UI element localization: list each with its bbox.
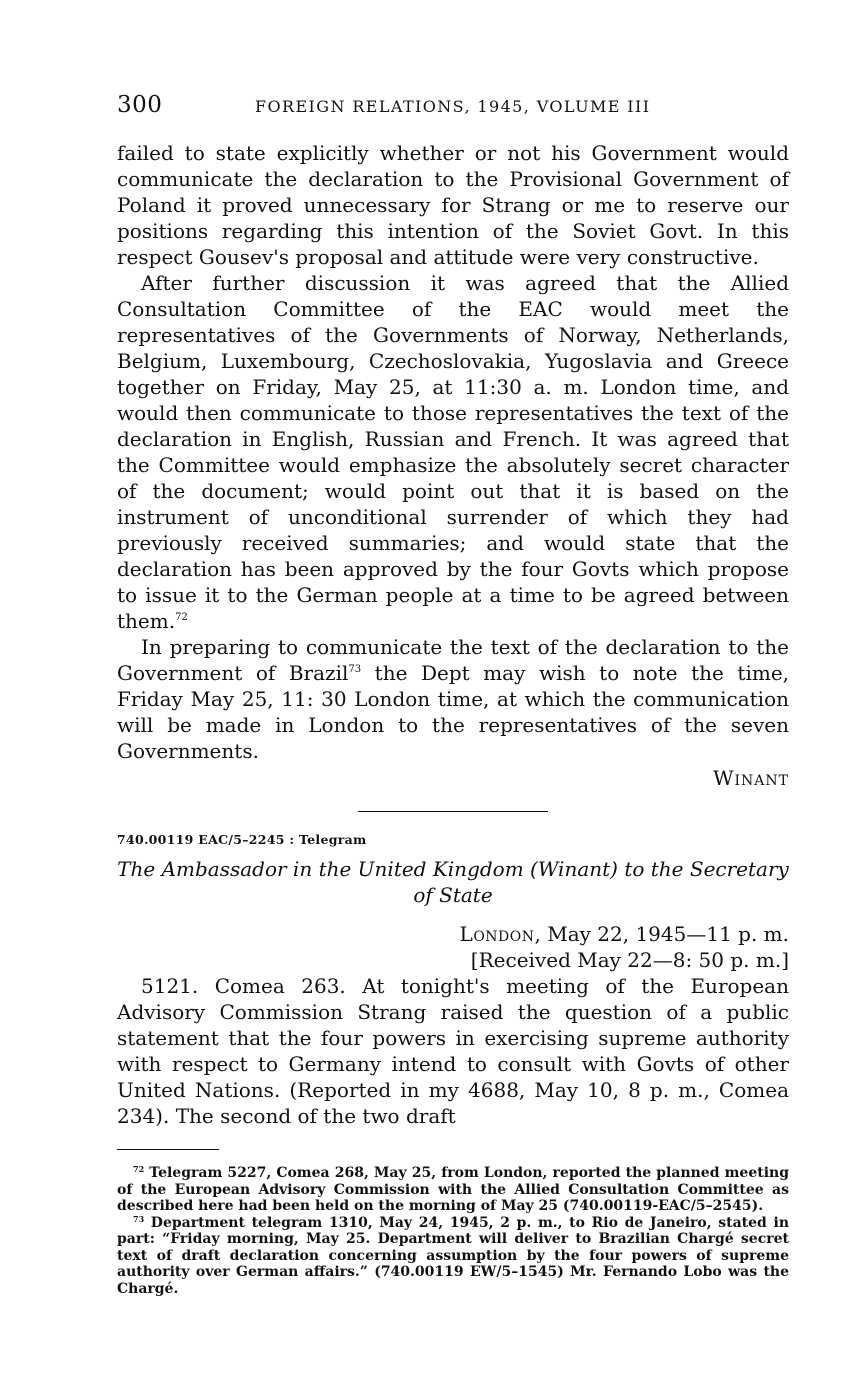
body-paragraph-2 — [117, 270, 789, 634]
footnote-ref-72: 72 — [175, 612, 188, 623]
body-paragraph-3-text-a: In preparing to communicate the text of the declaration to the Government of Brazil — [117, 635, 789, 685]
body-paragraph-1: failed to state explicitly whether or not his Government would communicate the declaration to the Provisional Government of Poland it proved unnecessary for Strang or me to reserve our positions regarding this intention of the Soviet Govt. In this respect Gousev's proposal and attitude were very constructive. — [117, 141, 789, 269]
footnote-72 — [117, 1165, 789, 1215]
body-paragraph-3 — [117, 634, 789, 764]
running-head — [117, 92, 789, 120]
footnote-73-text: Department telegram 1310, May 24, 1945, 2 p. m., to Rio de Janeiro, stated in part: “Friday morning, May 25. Department will deliver to Brazilian Chargé secret text of draft declaration concerning assumption by the four powers of supreme authority over German affairs.” (740.00119 EW/5–1545) Mr. Fernando Lobo was the Chargé. — [117, 1214, 789, 1297]
dateline-date: , May 22, 1945—11 p. m. — [534, 922, 789, 946]
footnote-ref-73: 73 — [348, 664, 362, 675]
dateline — [117, 921, 789, 947]
page-number: 300 — [117, 92, 163, 118]
body-paragraph-3-text-b: the Dept may wish to note the time, Friday May 25, 11: 30 London time, at which the communication will be made in London to the representatives of the seven Governments. — [117, 661, 790, 763]
running-title: FOREIGN RELATIONS, 1945, VOLUME III — [255, 97, 651, 116]
received-line: [Received May 22—8: 50 p. m.] — [470, 948, 789, 972]
section-divider — [358, 811, 548, 812]
footnotes — [117, 1165, 789, 1297]
signature: Winant — [712, 766, 789, 790]
dateline-place: London — [459, 922, 535, 946]
document-title: The Ambassador in the United Kingdom (Winant) to the Secretary of State — [117, 857, 789, 907]
telegram-text: 5121. Comea 263. At tonight's meeting of the European Advisory Commission Strang raised the question of a public statement that the four powers in exercising supreme authority with respect to Germany intend to consult with Govts of other United Nations. (Reported in my 4688, May 10, 8 p. m., Comea 234). The second of the two draft — [117, 974, 789, 1128]
body-paragraph-2-text: After further discussion it was agreed that the Allied Consultation Committee of the EAC would meet the representatives of the Governments of Norway, Netherlands, Belgium, Luxembourg, Czechoslovakia, Yugoslavia and Greece together on Friday, May 25, at 11:30 a. m. London time, and would then communicate to those representatives the text of the declaration in English, Russian and French. It was agreed that the Committee would emphasize the absolutely secret character of the document; would point out that it is based on the instrument of unconditional surrender of which they had previously received summaries; and would state that the declaration has been approved by the four Govts which propose to issue it to the German people at a time to be agreed between them. — [117, 271, 789, 633]
footnote-72-number: 72 — [133, 1164, 145, 1174]
file-reference: 740.00119 EAC/5–2245 : Telegram — [117, 832, 367, 847]
footnote-73-number: 73 — [133, 1213, 145, 1224]
footnote-72-text: Telegram 5227, Comea 268, May 25, from London, reported the planned meeting of the European Advisory Commission with the Allied Consultation Committee as described here had been held on the morning of May 25 (740.00119-EAC/5–2545). — [117, 1165, 789, 1214]
footnote-73 — [117, 1215, 789, 1298]
footnote-divider — [117, 1149, 219, 1150]
document-page — [117, 92, 789, 1297]
